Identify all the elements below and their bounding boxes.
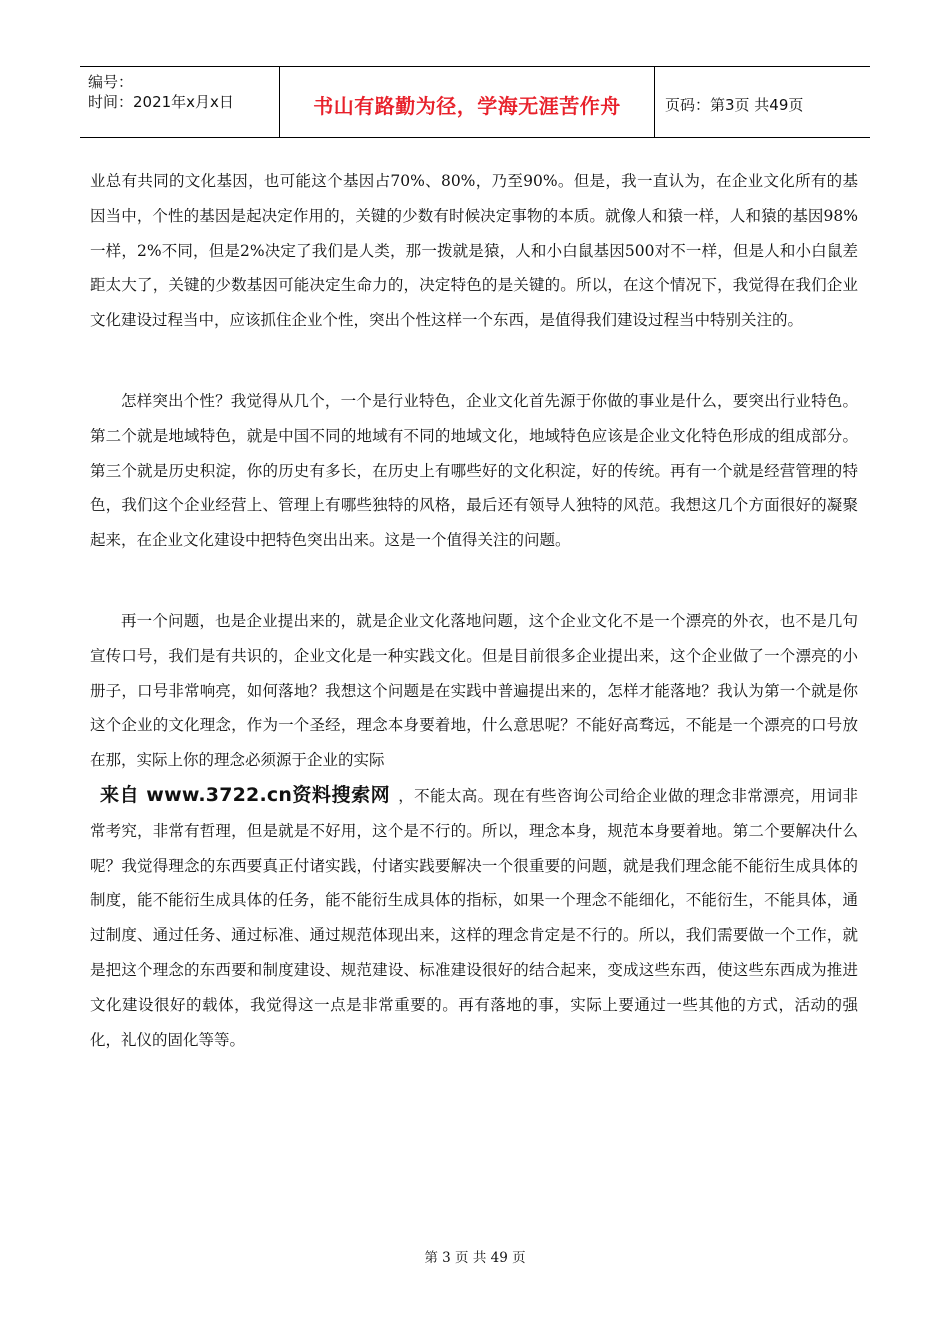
paragraph-1: 业总有共同的文化基因，也可能这个基因占70%、80%，乃至90%。但是，我一直认为，在企业文化所有的基因当中，个性的基因是起决定作用的，关键的少数有时候决定事物的本质。就像人和猿一样，人和猿的基因98%一样，2%不同，但是2%决定了我们是人类，那一拨就是猿，人和小白鼠基因500对不一样，但是人和小白鼠差距太大了，关键的少数基因可能决定生命力的，决定特色的是关键的。所以，在这个情况下，我觉得在我们企业文化建设过程当中，应该抓住企业个性，突出个性这样一个东西，是值得我们建设过程当中特别关注的。 [90, 172, 858, 330]
document-body [90, 164, 858, 1057]
paragraph-2: 怎样突出个性？我觉得从几个，一个是行业特色，企业文化首先源于你做的事业是什么，要突出行业特色。第二个就是地域特色，就是中国不同的地域有不同的地域文化，地域特色应该是企业文化特色形成的组成部分。第三个就是历史积淀，你的历史有多长，在历史上有哪些好的文化积淀，好的传统。再有一个就是经营管理的特色，我们这个企业经营上、管理上有哪些独特的风格，最后还有领导人独特的风范。我想这几个方面很好的凝聚起来，在企业文化建设中把特色突出出来。这是一个值得关注的问题。 [90, 391, 858, 550]
document-number-label: 编号： [88, 73, 134, 91]
page-footer: 第 3 页 共 49 页 [424, 1250, 526, 1266]
paragraph-3: 再一个问题，也是企业提出来的，就是企业文化落地问题，这个企业文化不是一个漂亮的外衣，也不是几句宣传口号，我们是有共识的，企业文化是一种实践文化。但是目前很多企业提出来，这个企业做了一个漂亮的小册子，口号非常响亮，如何落地？我想这个问题是在实践中普遍提出来的，怎样才能落地？我认为第一个就是你这个企业的文化理念，作为一个圣经，理念本身要着地，什么意思呢？不能好高骛远，不能是一个漂亮的口号放在那，实际上你的理念必须源于企业的实际 [90, 611, 858, 770]
paragraph-4-text: ，不能太高。现在有些咨询公司给企业做的理念非常漂亮，用词非常考究，非常有哲理，但是就是不好用，这个是不行的。所以，理念本身，规范本身要着地。第二个要解决什么呢？我觉得理念的东西要真正付诸实践，付诸实践要解决一个很重要的问题，就是我们理念能不能衍生成具体的制度，能不能衍生成具体的任务，能不能衍生成具体的指标，如果一个理念不能细化，不能衍生，不能具体，通过制度、通过任务、通过标准、通过规范体现出来，这样的理念肯定是不行的。所以，我们需要做一个工作，就是把这个理念的东西要和制度建设、规范建设、标准建设很好的结合起来，变成这些东西，使这些东西成为推进文化建设很好的载体，我觉得这一点是非常重要的。再有落地的事，实际上要通过一些其他的方式，活动的强化，礼仪的固化等等。 [90, 786, 858, 1049]
header-page-info: 页码：第3页 共49页 [665, 95, 804, 114]
header-motto: 书山有路勤为径，学海无涯苦作舟 [280, 67, 655, 137]
page-header [80, 66, 870, 138]
paragraph-4 [90, 778, 858, 1057]
header-meta [80, 67, 280, 137]
document-time-label: 时间：2021年x月x日 [88, 93, 234, 111]
source-logo: 来自 www.3722.cn资料搜索网 [100, 783, 391, 806]
